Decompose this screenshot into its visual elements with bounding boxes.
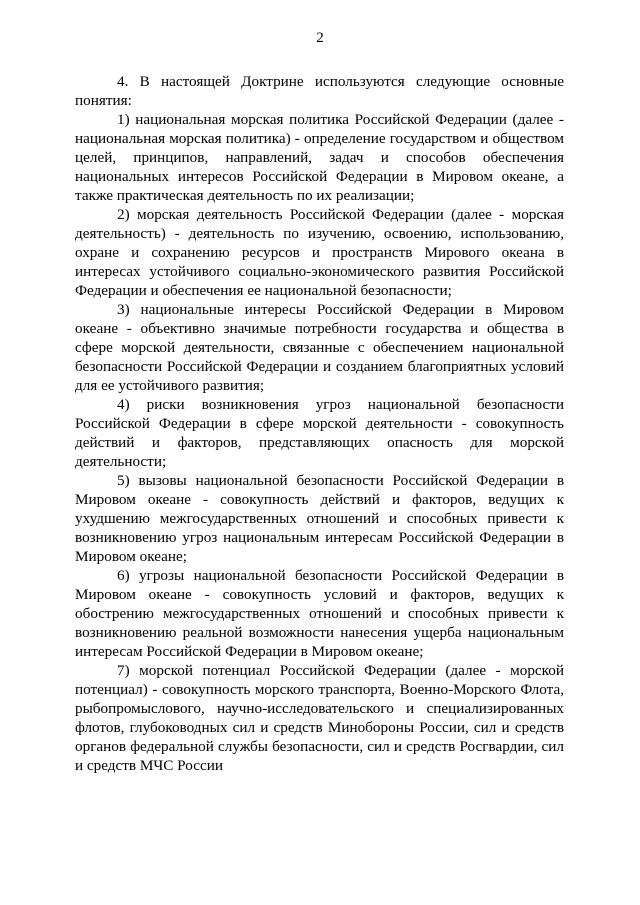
paragraph-definition-6: 6) угрозы национальной безопасности Российской Федерации в Мировом океане - совокупность условий и факторов, ведущих к обострению межгосударственных отношений и способных привести к возникновению реальной возможности нанесения ущерба национальным интересам Российской Федерации в Мировом океане; <box>75 567 564 660</box>
page-number: 2 <box>316 30 324 46</box>
paragraph-definition-7: 7) морской потенциал Российской Федерации (далее - морской потенциал) - совокупность морского транспорта, Военно-Морского Флота, рыбопромыслового, научно-исследовательского и специализированных флотов, глубоководных сил и средств Минобороны России, сил и средств органов федеральной службы безопасности, сил и средств Росгвардии, сил и средств МЧС России <box>75 662 564 774</box>
paragraph-definition-5: 5) вызовы национальной безопасности Российской Федерации в Мировом океане - совокупность действий и факторов, ведущих к ухудшению межгосударственных отношений и способных привести к возникновению угроз национальным интересам Российской Федерации в Мировом океане; <box>75 472 564 565</box>
paragraph-definition-4: 4) риски возникновения угроз национальной безопасности Российской Федерации в сфере морской деятельности - совокупность действий и факторов, представляющих опасность для морской деятельности; <box>75 396 564 470</box>
paragraph-concepts-intro: 4. В настоящей Доктрине используются следующие основные понятия: <box>75 73 564 109</box>
paragraph-definition-3: 3) национальные интересы Российской Федерации в Мировом океане - объективно значимые потребности государства и общества в сфере морской деятельности, связанные с обеспечением национальной безопасности Российской Федерации и созданием благоприятных условий для ее устойчивого развития; <box>75 301 564 394</box>
paragraph-definition-2: 2) морская деятельность Российской Федерации (далее - морская деятельность) - деятельность по изучению, освоению, использованию, охране и сохранению ресурсов и пространств Мирового океана в интересах устойчивого социально-экономического развития Российской Федерации и обеспечения ее национальной безопасности; <box>75 206 564 299</box>
paragraph-definition-1: 1) национальная морская политика Российской Федерации (далее - национальная морская политика) - определение государством и обществом целей, принципов, направлений, задач и способов обеспечения национальных интересов Российской Федерации в Мировом океане, а также практическая деятельность по их реализации; <box>75 111 564 204</box>
document-body <box>75 72 564 775</box>
